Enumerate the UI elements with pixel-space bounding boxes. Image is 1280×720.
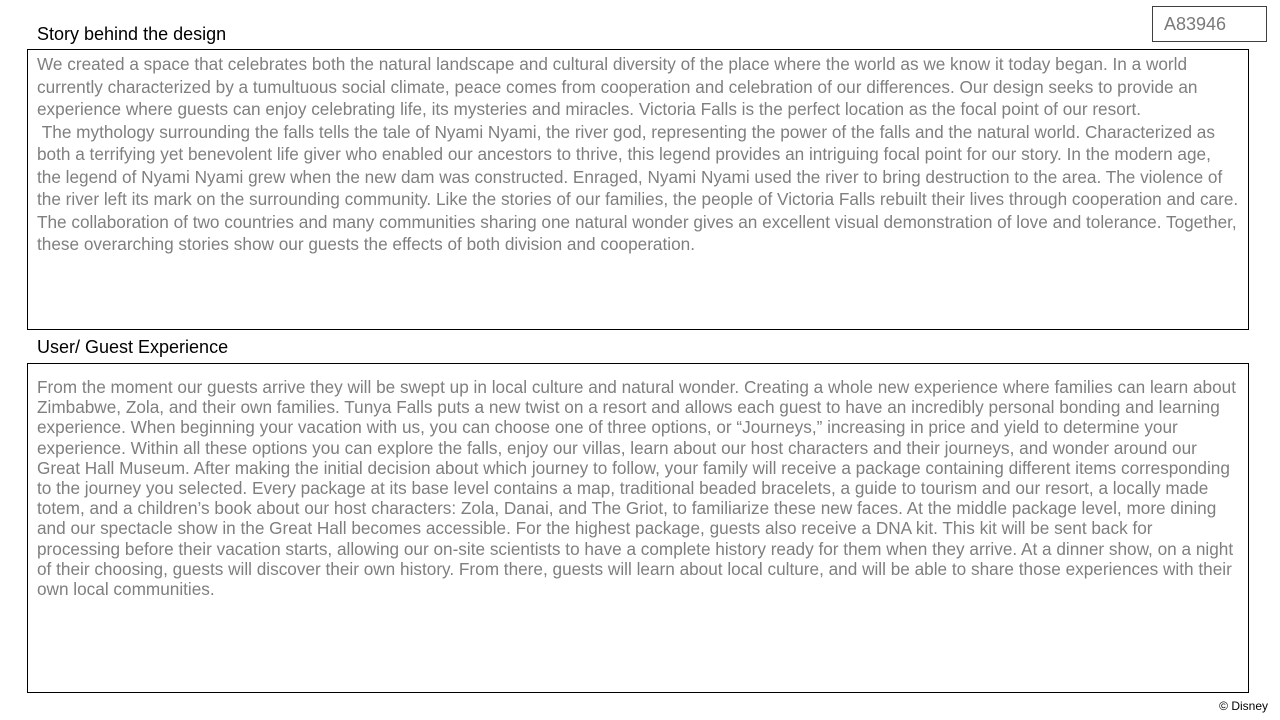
guest-experience-paragraph: From the moment our guests arrive they will be swept up in local culture and natural wonder. Creating a whole new experience where families can learn about Zimbabwe, Zola, and their own families. Tunya Falls puts a new twist on a resort and allows each guest to have an incredibly personal bonding and learning experience. When beginning your vacation with us, you can choose one of three options, or “Journeys,” increasing in price and yield to determine your experience. Within all these options you can explore the falls, enjoy our villas, learn about our host characters and their journeys, and wonder around our Great Hall Museum. After making the initial decision about which journey to follow, your family will receive a package containing different items corresponding to the journey you selected. Every package at its base level contains a map, traditional beaded bracelets, a guide to tourism and our resort, a locally made totem, and a children’s book about our host characters: Zola, Danai, and The Griot, to familiarize these new faces. At the middle package level, more dining and our spectacle show in the Great Hall becomes accessible. For the highest package, guests also receive a DNA kit. This kit will be sent back for processing before their vacation starts, allowing our on-site scientists to have a complete history ready for them when they arrive. At a dinner show, on a night of their choosing, guests will discover their own history. From there, guests will learn about local culture, and will be able to share those experiences with their own local communities. [37, 377, 1241, 600]
story-paragraph-2: The mythology surrounding the falls tells the tale of Nyami Nyami, the river god, representing the power of the falls and the natural world. Characterized as both a terrifying yet benevolent life giver who enabled our ancestors to thrive, this legend provides an intriguing focal point for our story. In the modern age, the legend of Nyami Nyami grew when the new dam was constructed. Enraged, Nyami Nyami used the river to bring destruction to the area. The violence of the river left its mark on the surrounding community. Like the stories of our families, the people of Victoria Falls rebuilt their lives through cooperation and care. The collaboration of two countries and many communities sharing one natural wonder gives an excellent visual demonstration of love and tolerance. Together, these overarching stories show our guests the effects of both division and cooperation. [37, 121, 1248, 254]
story-heading: Story behind the design [37, 24, 227, 44]
copyright-notice: © Disney [1219, 699, 1268, 713]
story-paragraph-1: We created a space that celebrates both the natural landscape and cultural diversity of the place where the world as we know it today began. In a world currently characterized by a tumultuous social climate, peace comes from cooperation and celebration of our differences. Our design seeks to provide an experience where guests can enjoy celebrating life, its mysteries and miracles. Victoria Falls is the perfect location as the focal point of our resort. [37, 54, 1203, 119]
document-id-box: A83946 [1152, 6, 1267, 42]
guest-experience-heading: User/ Guest Experience [37, 337, 229, 357]
story-text-box [27, 49, 1249, 330]
guest-experience-text-box [27, 363, 1249, 693]
